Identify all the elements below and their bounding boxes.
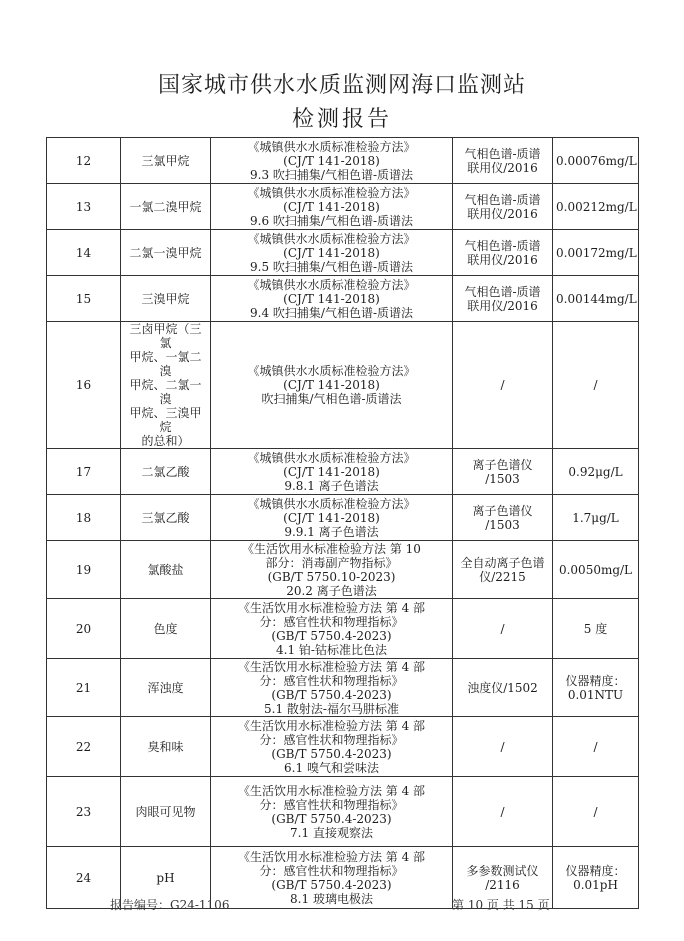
instrument-cell [453,276,553,322]
instrument-line: 全自动离子色谱 [460,555,545,570]
detection-limit-cell [553,276,639,322]
table-row [47,230,639,276]
test-item-line: 三卤甲烷（三氯 [129,322,202,350]
instrument-line: 离子色谱仪 [472,457,533,472]
test-item-cell [121,495,211,541]
test-item-line: 的总和） [141,434,190,448]
test-method-line: (GB/T 5750.10-2023) [267,569,396,584]
test-item-cell [121,449,211,495]
test-method-line: 《城镇供水水质标准检验方法》 [247,231,416,246]
instrument-cell [453,184,553,230]
instrument-line: 仪/2215 [479,569,526,584]
instrument-line: /1503 [485,471,520,486]
row-number-cell: 15 [47,276,121,322]
detection-limit-line: 仪器精度： [565,673,626,688]
test-method-line: (CJ/T 141-2018) [283,245,380,260]
detection-limit-line: 0.00212mg/L [556,199,637,214]
detection-limit-line: 0.01pH [573,877,618,892]
test-method-line: 吹扫捕集/气相色谱-质谱法 [261,392,402,406]
detection-limit-line: / [593,804,598,819]
detection-limit-line: / [593,378,598,392]
test-method-line: (GB/T 5750.4-2023) [271,746,392,761]
detection-limit-cell [553,138,639,184]
test-method-line: (CJ/T 141-2018) [283,291,380,306]
test-method-line: 4.1 铂-钴标准比色法 [276,642,387,657]
page-number: 第 10 页 共 15 页 [452,898,550,912]
table-row [47,276,639,322]
test-item-line: 浑浊度 [147,680,184,695]
instrument-line: 离子色谱仪 [472,503,533,518]
instrument-cell [453,322,553,449]
test-method-cell [211,847,453,909]
test-method-line: 9.6 吹扫捕集/气相色谱-质谱法 [250,213,413,228]
test-item-line: 色度 [153,621,178,636]
detection-limit-cell [553,847,639,909]
test-item-cell [121,230,211,276]
detection-limit-line: 仪器精度： [565,863,626,878]
test-method-line: (CJ/T 141-2018) [283,510,380,525]
test-method-line: 部分：消毒副产物指标》 [265,555,398,570]
detection-limit-line: 0.01NTU [567,687,624,702]
instrument-cell [453,777,553,847]
test-method-line: 《城镇供水水质标准检验方法》 [247,364,416,378]
report-title: 检测报告 [291,107,392,132]
test-method-cell [211,541,453,599]
table-row [47,541,639,599]
table-row [47,777,639,847]
instrument-line: /1503 [485,517,520,532]
detection-limit-line: 0.00144mg/L [556,291,637,306]
instrument-line: 气相色谱-质谱 [464,238,541,253]
test-method-line: (GB/T 5750.4-2023) [271,687,392,702]
test-method-cell [211,777,453,847]
instrument-line: 气相色谱-质谱 [464,284,541,299]
test-method-line: (CJ/T 141-2018) [283,378,380,392]
test-item-line: 二氯一溴甲烷 [129,245,202,260]
row-number-cell: 12 [47,138,121,184]
test-method-line: 分：感官性状和物理指标》 [259,732,404,747]
row-number-cell: 14 [47,230,121,276]
test-item-line: 臭和味 [147,739,184,754]
row-number-cell: 19 [47,541,121,599]
test-method-line: 《城镇供水水质标准检验方法》 [247,496,416,511]
test-item-line: 三氯甲烷 [141,153,190,168]
detection-limit-cell [553,184,639,230]
table-row [47,449,639,495]
test-item-cell [121,599,211,659]
test-item-line: 三氯乙酸 [141,510,190,525]
row-number-cell: 20 [47,599,121,659]
test-method-line: (GB/T 5750.4-2023) [271,811,392,826]
detection-limit-cell [553,495,639,541]
instrument-cell [453,541,553,599]
test-method-line: 5.1 散射法-福尔马肼标准 [264,701,399,716]
test-method-line: 《城镇供水水质标准检验方法》 [247,450,416,465]
detection-limit-line: 0.92μg/L [568,464,623,479]
test-method-line: 《生活饮用水标准检验方法 第 4 部 [237,659,426,674]
instrument-line: / [500,739,505,754]
instrument-line: /2116 [485,877,520,892]
instrument-line: 联用仪/2016 [467,298,538,313]
instrument-cell [453,659,553,717]
test-method-line: (CJ/T 141-2018) [283,153,380,168]
instrument-cell [453,138,553,184]
detection-limit-cell [553,449,639,495]
instrument-line: 联用仪/2016 [467,160,538,175]
test-method-line: (CJ/T 141-2018) [283,199,380,214]
test-method-line: 《城镇供水水质标准检验方法》 [247,277,416,292]
test-method-line: 分：感官性状和物理指标》 [259,614,404,629]
test-item-cell [121,322,211,449]
test-method-cell [211,495,453,541]
test-item-line: 甲烷、一氯二溴 [129,350,202,378]
test-item-cell [121,138,211,184]
test-method-line: 分：感官性状和物理指标》 [259,673,404,688]
test-method-line: 《生活饮用水标准检验方法 第 4 部 [237,718,426,733]
row-number-cell: 22 [47,717,121,777]
test-item-cell [121,777,211,847]
table-row [47,659,639,717]
instrument-cell [453,230,553,276]
instrument-cell [453,449,553,495]
test-method-line: 9.5 吹扫捕集/气相色谱-质谱法 [250,259,413,274]
row-number-cell: 23 [47,777,121,847]
test-item-line: 氯酸盐 [147,562,184,577]
row-number-cell: 18 [47,495,121,541]
test-method-line: 20.2 离子色谱法 [286,583,377,598]
station-title: 国家城市供水水质监测网海口监测站 [157,73,526,98]
report-number: 报告编号：G24-1106 [110,898,230,912]
test-method-line: 《城镇供水水质标准检验方法》 [247,185,416,200]
test-item-cell [121,541,211,599]
detection-limit-cell [553,659,639,717]
test-method-line: (CJ/T 141-2018) [283,464,380,479]
test-method-line: 分：感官性状和物理指标》 [259,863,404,878]
test-method-line: 《生活饮用水标准检验方法 第 4 部 [237,600,426,615]
test-method-line: (GB/T 5750.4-2023) [271,877,392,892]
detection-limit-cell [553,599,639,659]
instrument-line: 气相色谱-质谱 [464,192,541,207]
detection-limit-cell [553,322,639,449]
results-table [46,137,639,909]
instrument-line: 多参数测试仪 [466,863,539,878]
detection-limit-cell [553,777,639,847]
test-method-cell [211,276,453,322]
table-row [47,717,639,777]
test-method-cell [211,230,453,276]
detection-limit-cell [553,541,639,599]
test-item-line: 三溴甲烷 [141,291,190,306]
test-item-line: pH [156,870,175,885]
instrument-line: 浊度仪/1502 [467,680,538,695]
test-method-line: 9.9.1 离子色谱法 [284,524,379,539]
test-method-line: 9.8.1 离子色谱法 [284,478,379,493]
test-item-line: 肉眼可见物 [135,804,196,819]
test-method-line: 6.1 嗅气和尝味法 [284,760,379,775]
instrument-cell [453,717,553,777]
row-number-cell: 16 [47,322,121,449]
row-number-cell: 17 [47,449,121,495]
test-method-cell [211,184,453,230]
test-method-line: 《生活饮用水标准检验方法 第 10 [242,541,421,556]
test-method-line: 《生活饮用水标准检验方法 第 4 部 [237,783,426,798]
test-method-cell [211,599,453,659]
instrument-cell [453,599,553,659]
table-row [47,599,639,659]
instrument-line: 气相色谱-质谱 [464,146,541,161]
test-method-cell [211,659,453,717]
row-number-cell: 24 [47,847,121,909]
test-item-cell [121,659,211,717]
detection-limit-line: 5 度 [583,621,608,636]
test-method-line: 9.3 吹扫捕集/气相色谱-质谱法 [250,167,413,182]
test-method-line: 9.4 吹扫捕集/气相色谱-质谱法 [250,305,413,320]
test-item-cell [121,184,211,230]
test-method-line: 《生活饮用水标准检验方法 第 4 部 [237,849,426,864]
test-item-cell [121,717,211,777]
detection-limit-line: 1.7μg/L [572,510,619,525]
detection-limit-cell [553,717,639,777]
detection-limit-line: 0.00172mg/L [556,245,637,260]
test-item-line: 甲烷、二氯一溴 [129,378,202,406]
test-method-cell [211,138,453,184]
table-row [47,322,639,449]
instrument-line: 联用仪/2016 [467,206,538,221]
test-method-line: (GB/T 5750.4-2023) [271,628,392,643]
test-item-line: 二氯乙酸 [141,464,190,479]
instrument-line: / [500,621,505,636]
test-method-line: 《城镇供水水质标准检验方法》 [247,139,416,154]
row-number-cell: 13 [47,184,121,230]
table-row [47,138,639,184]
test-item-line: 一氯二溴甲烷 [129,199,202,214]
instrument-cell [453,495,553,541]
test-method-line: 8.1 玻璃电极法 [290,891,373,906]
test-method-line: 7.1 直接观察法 [290,825,373,840]
test-method-cell [211,322,453,449]
test-method-cell [211,449,453,495]
test-item-cell [121,276,211,322]
test-method-cell [211,717,453,777]
test-method-line: 分：感官性状和物理指标》 [259,797,404,812]
table-row [47,495,639,541]
detection-limit-line: / [593,739,598,754]
detection-limit-line: 0.00076mg/L [556,153,637,168]
instrument-line: / [500,804,505,819]
detection-limit-cell [553,230,639,276]
instrument-line: 联用仪/2016 [467,252,538,267]
test-item-line: 甲烷、三溴甲烷 [129,406,202,434]
row-number-cell: 21 [47,659,121,717]
instrument-line: / [500,378,505,392]
table-row [47,184,639,230]
detection-limit-line: 0.0050mg/L [558,562,633,577]
